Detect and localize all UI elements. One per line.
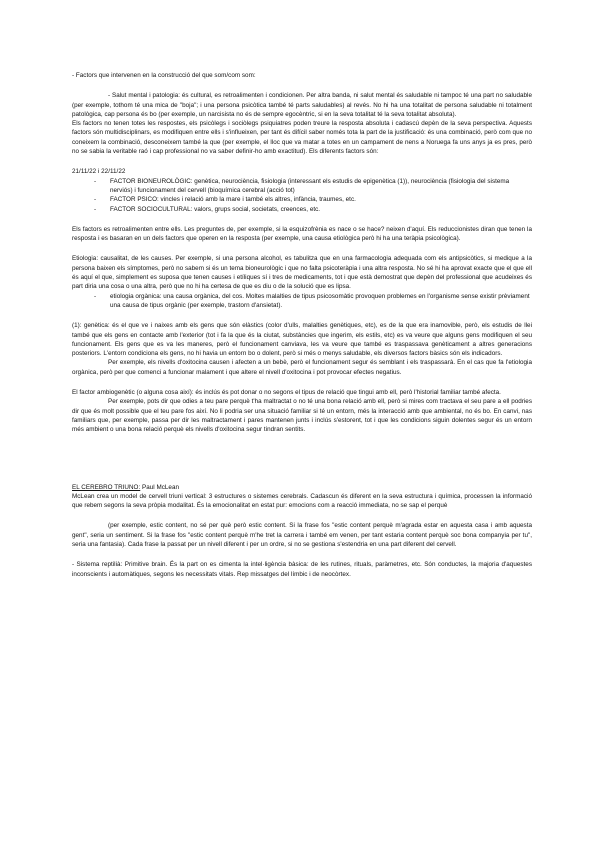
etiologia-list: [72, 292, 532, 311]
section-heading-cerebro-triuno: [72, 483, 532, 492]
paragraph-salut-mental: - Salut mental i patologia: és cultural, es retroalimenten i condicionen. Per altra banda, ni salut mental és saludable ni tampoc té una part no saludable (per exemple, tothom té una mica de "boja"; i una persona psicòtica també té parts saludables) al revés. No hi ha una totalitat de persona saludable ni totalment patològica, cap persona és bo (per exemple, un narcisista no és de sempre egocèntric, si en la seva totalitat té la seva totalitat absoluta).: [72, 92, 532, 118]
factor-list: [72, 177, 532, 214]
paragraph-retroalimentacio: Els factors es retroalimenten entre ells. Les preguntes de, per exemple, si la esquizofrènia es nace o se hace? neixen d'aquí. Els reduccionistes diran que tenen la resposta i es basaran en un dels factors que operen en la resposta (per exemple, una causa etiològica però hi ha una teràpia psicològica).: [72, 225, 532, 243]
factor-item-bioneurologic: - FACTOR BIONEUROLÒGIC: genètica, neurociència, fisiologia (interessant els estudis de epigenètica (1)), neurociència (fisiologia del sistema nerviós) i funcionament del cervell (bioquímica cerebral (acció tot): [72, 177, 532, 196]
factor-item-psico: - FACTOR PSICO: vincles i relació amb la mare i també els altres, infància, traumes, etc.: [72, 195, 532, 204]
factor-item-sociocultural: - FACTOR SOCIOCULTURAL: valors, grups social, societats, creences, etc.: [72, 205, 532, 214]
paragraph-family-example: Per exemple, pots dir que odies a teu pare perquè t'ha maltractat o no té una bona relació amb ell, però si mires com tractava el seu pare a ell podries dir que és molt possible que el teu pare fos així. No li podria ser una situació familiar si té un entorn, més la interacció amb que ambiental, no és bo. En canvi, nas familiars que, per exemple, passa per dir les maltractament i pares mantenen junts i inclús s'estorent, tot i que les condicions siguin dolentes segur és un entorn més ambient o una bona relació perquè els nivells d'oxitocina segur tindran sentits.: [72, 398, 532, 434]
paragraph-mclean: McLean crea un model de cervell triuni vertical: 3 estructures o sistemes cerebrals. Cadascun és diferent en la seva estructura i química, processen la informació que rebem segons la seva pròpia modalitat. És la emocionalitat en estat pur: emocions com a reacció immediata, no se sap el perquè: [72, 492, 532, 510]
footnote-genetica: (1): genètica: és el que ve i naixes amb els gens que són elàstics (color d'ulls, malalties genètiques, etc), es de la que era inamovible, però, els estudis de llei també que els gens en contacte amb l'exterior (tot i fa la que és la ciutat, substàncies que ingerim, els estils, etc) es va veure que alguns gens modifiquen el seu funcionament. Els gens que es va les maneres, però el funcionament canviava, les va veure que també es traspassava genèticament a altres generacions posteriors. L'entorn condiciona els gens, no hi havia un entorn bo o dolent, però si més o menys saludable, els diversos factors bàsics són els indicadors.: [72, 322, 532, 358]
paragraph-ambiogenetic: El factor ambiogenètic (o alguna cosa així): és inclús és pot donar o no segons el tipus de relació que tingui amb ell, però l'historial familiar també afecta.: [72, 389, 501, 397]
paragraph-oxitocina-example: Per exemple, els nivells d'oxitocina causen i afecten a un bebè, però el funcionament segur és semblant i els traspassarà. En el cas que fa l'etiologia orgànica, però per que comenci a funcionar malament i que altere el nivell d'oxitocina i pot provocar efectes negatius.: [72, 359, 532, 376]
etiologia-item-organica: - etiologia orgànica: una causa orgànica, del cos. Moltes malalties de tipus psicosomàtic provoquen problemes en l'organisme sense existir prèviament una causa de tipus orgànic (per exemple, trastorn d'ansietat).: [72, 292, 532, 311]
section-title: EL CEREBRO TRIUNO:: [72, 483, 141, 491]
intro-line: - Factors que intervenen en la construcció del que som/com som:: [72, 72, 256, 79]
paragraph-emotion-example: (per exemple, estic content, no sé per què però estic content. Si la frase fos "estic content perquè m'agrada estar en aquesta casa i amb aquesta gent", seria un sentiment. Si la frase fos "estic content perquè m'he tret la carrera i també em venen, per tant estaria content perquè soc bona companyia per tu", seria una fantasia). Cada frase la passat per un nivell diferent i per un ordre, si no se gestiona s'estendria en una part diferent del cervell.: [72, 522, 532, 548]
paragraph-sistema-reptilia: - Sistema reptilià: Primitive brain. És la part on es cimenta la intel·ligència bàsica: de les rutines, rituals, paràmetres, etc. Són conductes, la majoria d'aquestes inconscients i automàtiques, segons les necessitats vitals. Rep missatges del límbic i de neocòrtex.: [72, 561, 532, 578]
document-page: [72, 71, 532, 579]
paragraph-factors: Els factors no tenen totes les respostes, els psicòlegs i sociòlegs psiquiatres poden treure la resposta absoluta i cadascú depèn de la seva perspectiva. Aquests factors són multidisciplinars, es modifiquen entre ells i s'influeixen, per tant és difícil saber només tota la part de la justificació: és una combinació, però com que no coneixem la combinació, desconeixem també la que (per exemple, el lloc que va matar a totes en un campament de nens a Noruega fa uns anys ja es pres, però no se sabia la veritable raó i cap professional no va saber definir-ho amb exactitud). Els diferents factors són:: [72, 120, 532, 156]
paragraph-etiologia: Etiologia: causalitat, de les causes. Per exemple, si una persona alcohol, es tabulitza que en una farmacologia adequada com els antipsicòtics, si medique a la persona baixen els símptomes, però no sabem si és un tema bioneurològic i que no falta psicoteràpia i una altra resposta. No sé hi ha aprovat exacte que el que ell és aquí el que, simplement es suposa que tenen causes i etíliques sí i tres de medicaments, tot i que està demostrat que depèn del professional que acudeixes és part diria una cosa o una altra, però que no hi ha certesa de que es diu o de la solució que es lipsa.: [72, 255, 532, 291]
date-line: 21/11/22 i 22/11/22: [72, 168, 126, 176]
section-author: Paul McLean: [140, 483, 179, 491]
